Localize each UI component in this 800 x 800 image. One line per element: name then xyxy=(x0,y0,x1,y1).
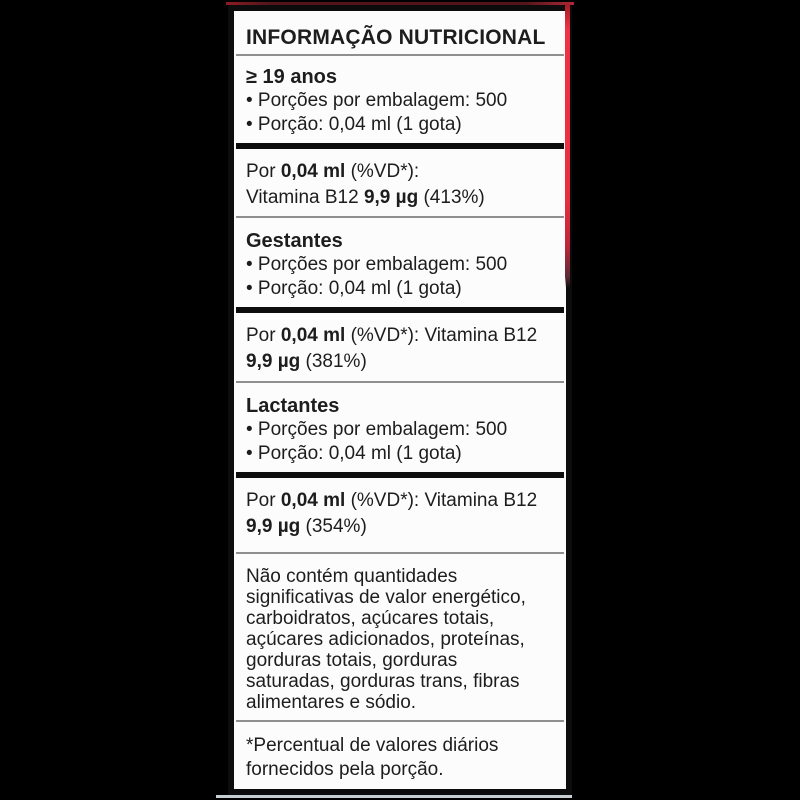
vitamin-b12-value: Vitamina B12 9,9 µg (413%) xyxy=(246,187,485,208)
divider-thick xyxy=(236,472,564,478)
serving-size: • Porção: 0,04 ml (1 gota) xyxy=(246,278,462,299)
per-serving-line: Por 0,04 ml (%VD*): Vitamina B12 xyxy=(246,325,538,346)
servings-per-package: • Porções por embalagem: 500 xyxy=(246,254,508,275)
no-significant-amounts-note: Não contém quantidades significativas de valor energético, carboidratos, açúcares totais, açúcares adicionados, proteínas, gorduras totais, gorduras saturadas, gorduras trans, fibras alimentares e sódio. xyxy=(246,566,526,713)
section-heading-lactating: Lactantes xyxy=(246,395,340,417)
divider-thin xyxy=(236,552,564,554)
divider-thick xyxy=(236,143,564,149)
section-heading-pregnant: Gestantes xyxy=(246,230,343,252)
servings-per-package: • Porções por embalagem: 500 xyxy=(246,90,508,111)
per-serving-block-pregnant xyxy=(246,323,556,375)
servings-per-package: • Porções por embalagem: 500 xyxy=(246,419,508,440)
label-title: INFORMAÇÃO NUTRICIONAL xyxy=(246,26,546,49)
serving-size: • Porção: 0,04 ml (1 gota) xyxy=(246,443,462,464)
divider-thin xyxy=(236,216,564,218)
divider-thin xyxy=(236,381,564,383)
package-edge-bottom-sheen xyxy=(216,795,572,798)
serving-size: • Porção: 0,04 ml (1 gota) xyxy=(246,114,462,135)
divider-thin xyxy=(236,720,564,722)
section-adults xyxy=(234,65,566,137)
section-lactating xyxy=(234,394,566,466)
divider-thin xyxy=(236,54,564,56)
vitamin-b12-value: 9,9 µg (354%) xyxy=(246,516,367,537)
per-serving-block-lactating xyxy=(246,488,556,540)
divider-thick xyxy=(236,307,564,313)
per-serving-line: Por 0,04 ml (%VD*): Vitamina B12 xyxy=(246,490,538,511)
package-edge-top-line xyxy=(226,2,574,5)
section-pregnant xyxy=(234,229,566,301)
vitamin-b12-value: 9,9 µg (381%) xyxy=(246,351,367,372)
package-edge-right-red-line xyxy=(565,4,570,288)
per-serving-block-adults xyxy=(246,159,556,211)
nutrition-facts-label xyxy=(228,5,572,795)
daily-value-footnote: *Percentual de valores diários fornecidos pela porção. xyxy=(246,735,499,780)
per-serving-line: Por 0,04 ml (%VD*): xyxy=(246,161,420,182)
section-heading-adults: ≥ 19 anos xyxy=(246,66,338,88)
